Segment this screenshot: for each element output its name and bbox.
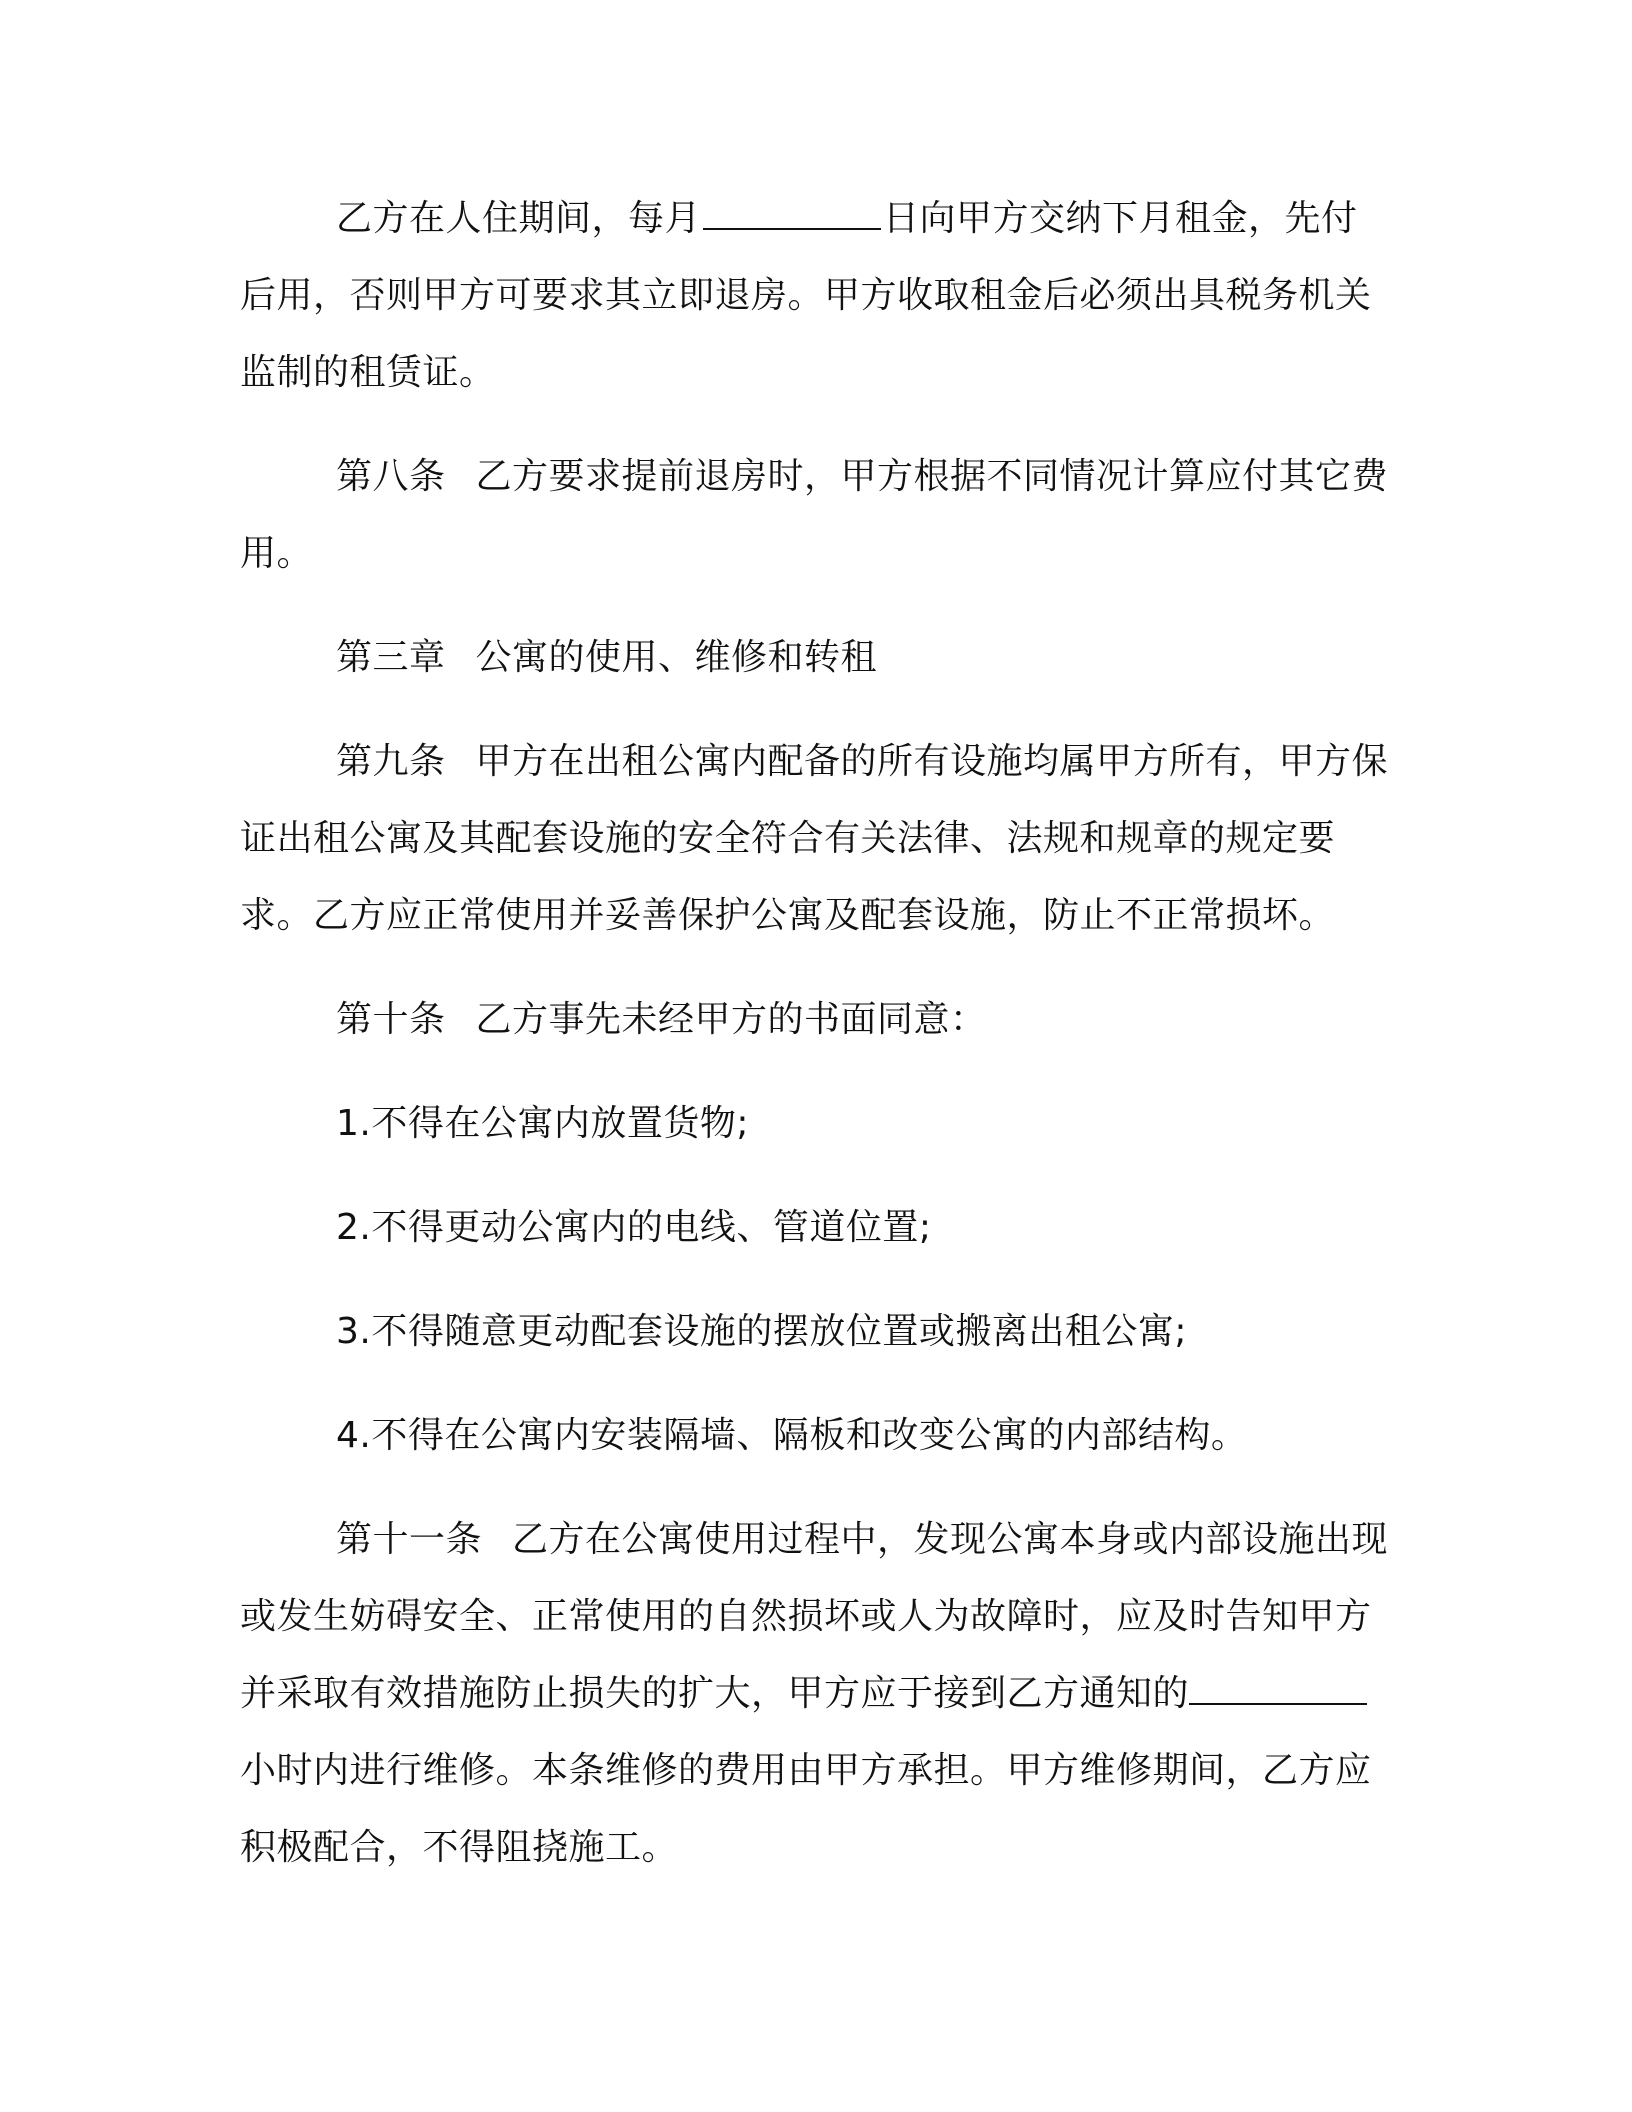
article-10-label: 第十条 bbox=[336, 999, 446, 1040]
article-8-text: 乙方要求提前退房时，甲方根据不同情况计算应付其它费用。 bbox=[240, 456, 1389, 574]
article-8-paragraph bbox=[240, 438, 1390, 592]
article-11-label: 第十一条 bbox=[336, 1519, 483, 1560]
chapter-3-heading bbox=[240, 619, 1390, 696]
rent-payment-text-start: 乙方在人住期间，每月 bbox=[336, 198, 702, 239]
article-11-text-end: 小时内进行维修。本条维修的费用由甲方承担。甲方维修期间，乙方应积极配合，不得阻挠施工。 bbox=[240, 1750, 1372, 1868]
article-11-text-start: 乙方在公寓使用过程中，发现公寓本身或内部设施出现或发生妨碍安全、正常使用的自然损坏或人为故障时，应及时告知甲方并采取有效措施防止损失的扩大，甲方应于接到乙方通知的 bbox=[240, 1519, 1389, 1714]
chapter-3-label: 第三章 bbox=[336, 637, 446, 678]
rent-payment-paragraph bbox=[240, 180, 1390, 411]
list-item: 2.不得更动公寓内的电线、管道位置; bbox=[336, 1207, 932, 1248]
rent-payment-text-end: 日向甲方交纳下月租金，先付后用，否则甲方可要求其立即退房。甲方收取租金后必须出具税务机关监制的租赁证。 bbox=[240, 198, 1372, 393]
list-item: 4.不得在公寓内安装隔墙、隔板和改变公寓的内部结构。 bbox=[336, 1415, 1248, 1456]
article-9-text: 甲方在出租公寓内配备的所有设施均属甲方所有，甲方保证出租公寓及其配套设施的安全符合有关法律、法规和规章的规定要求。乙方应正常使用并妥善保护公寓及配套设施，防止不正常损坏。 bbox=[240, 741, 1389, 936]
chapter-3-title: 公寓的使用、维修和转租 bbox=[475, 637, 878, 678]
article-9-paragraph bbox=[240, 723, 1390, 954]
list-item: 1.不得在公寓内放置货物; bbox=[336, 1103, 749, 1144]
article-11-paragraph bbox=[240, 1501, 1390, 1886]
rent-day-blank bbox=[703, 202, 881, 230]
list-item: 3.不得随意更动配套设施的摆放位置或搬离出租公寓; bbox=[336, 1311, 1187, 1352]
article-10-paragraph bbox=[240, 981, 1390, 1058]
article-10-text: 乙方事先未经甲方的书面同意： bbox=[475, 999, 987, 1040]
repair-hours-blank bbox=[1189, 1677, 1367, 1705]
article-8-label: 第八条 bbox=[336, 456, 446, 497]
document-body bbox=[240, 180, 1390, 1913]
article-9-label: 第九条 bbox=[336, 741, 446, 782]
